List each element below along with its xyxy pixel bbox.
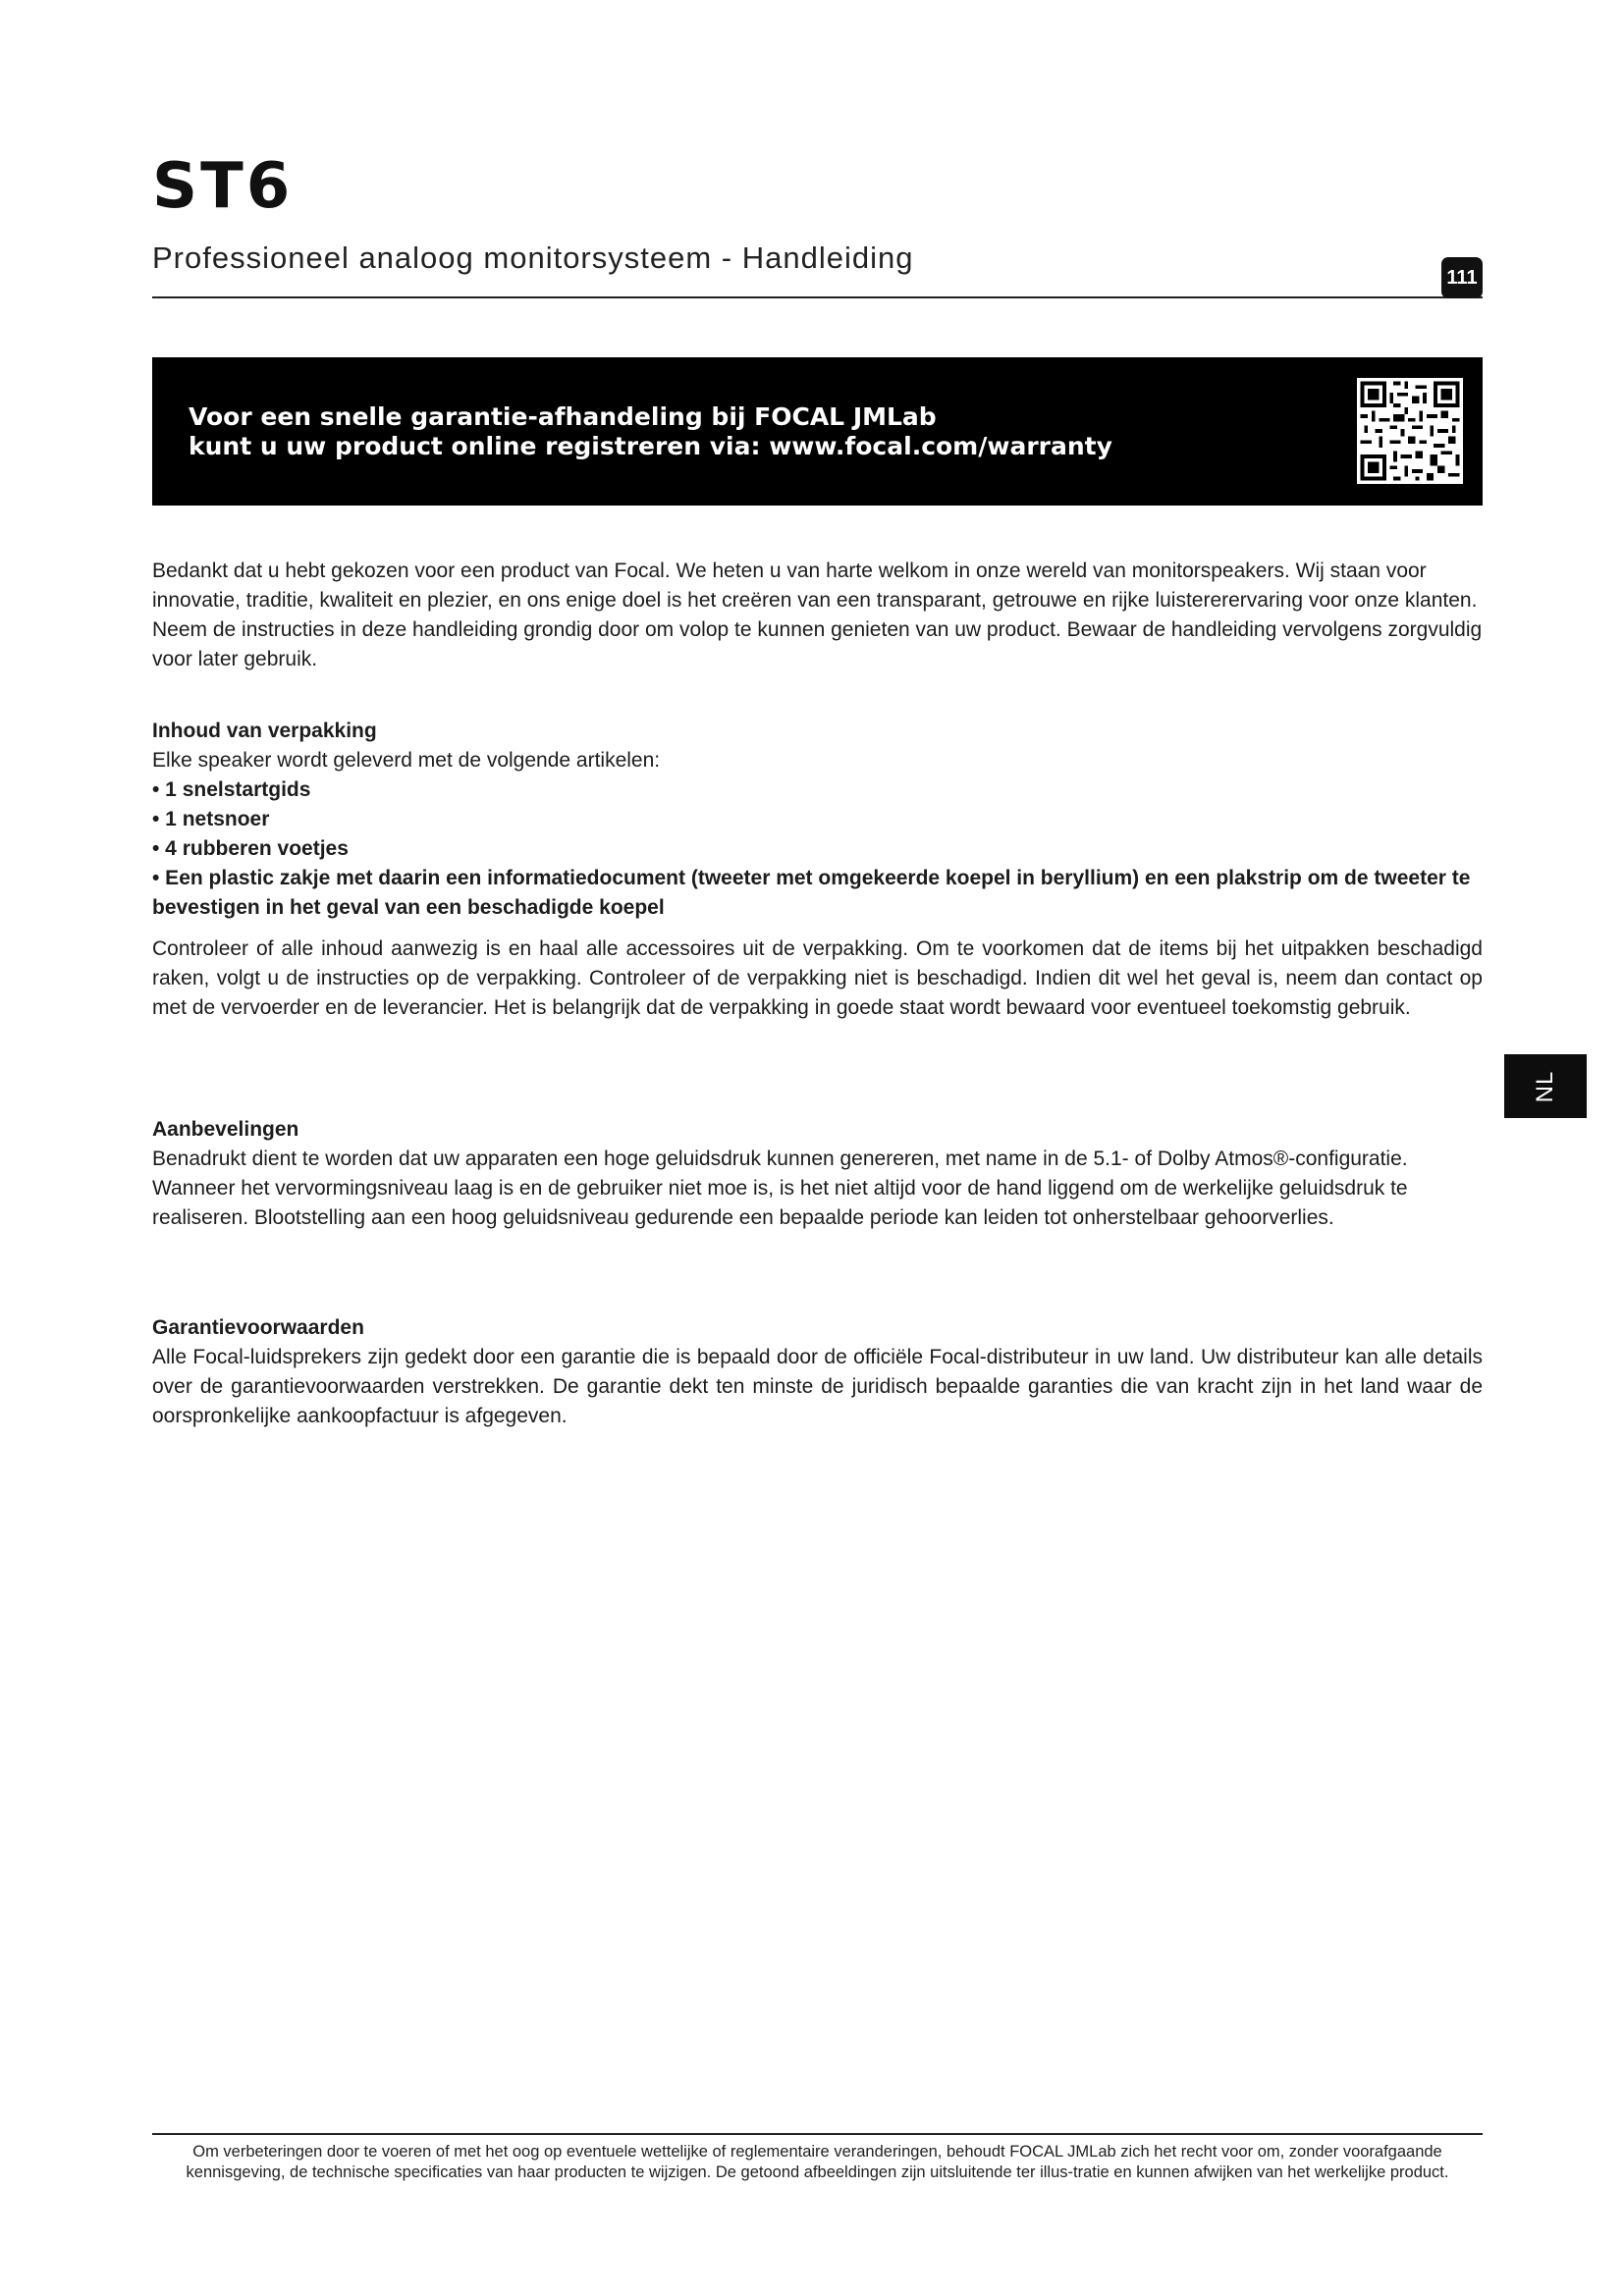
packaging-section: [152, 717, 1483, 1023]
warranty-registration-banner: [152, 357, 1483, 506]
warranty-terms-heading: Garantievoorwaarden: [152, 1316, 364, 1339]
packaging-heading: Inhoud van verpakking: [152, 720, 377, 742]
header-divider: [152, 296, 1483, 298]
intro-paragraph: Bedankt dat u hebt gekozen voor een product van Focal. We heten u van harte welkom in onze wereld van monitorspeakers. Wij staan voor innovatie, traditie, kwaliteit en plezier, en ons enige doel is het creëren van een transparant, getrouwe en rijke luistererervaring voor onze klanten. Neem de instructies in deze handleiding grondig door om volop te kunnen genieten van uw product. Bewaar de handleiding vervolgens zorgvuldig voor later gebruik.: [152, 560, 1483, 670]
list-item: • 4 rubberen voetjes: [152, 837, 349, 860]
packaging-intro: Elke speaker wordt geleverd met de volgende artikelen:: [152, 749, 661, 772]
warranty-terms-section: [152, 1313, 1483, 1431]
banner-line-2: kunt u uw product online registreren via: www.focal.com/warranty: [189, 432, 1112, 460]
footer-divider: [152, 2133, 1483, 2135]
list-item: • Een plastic zakje met daarin een informatiedocument (tweeter met omgekeerde koepel in beryllium) en een plakstrip om de tweeter te bevestigen in het geval van een beschadigde koepel: [152, 867, 1471, 919]
banner-line-1: Voor een snelle garantie-afhandeling bij FOCAL JMLab: [189, 402, 937, 431]
recommendations-paragraph: Benadrukt dient te worden dat uw apparaten een hoge geluidsdruk kunnen genereren, met name in de 5.1- of Dolby Atmos®-configuratie. Wanneer het vervormingsniveau laag is en de gebruiker niet moe is, is het niet altijd voor de hand liggend om de werkelijke geluidsdruk te realiseren. Blootstelling aan een hoog geluidsniveau gedurende een bepaalde periode kan leiden tot onherstelbaar gehoorverlies.: [152, 1148, 1408, 1229]
recommendations-section: [152, 1115, 1483, 1233]
intro-section: [152, 557, 1483, 674]
document-subtitle: Professioneel analoog monitorsysteem - Handleiding: [152, 240, 914, 275]
footer-disclaimer: Om verbeteringen door te voeren of met het oog op eventuele wettelijke of reglementaire veranderingen, behoudt FOCAL JMLab zich het recht voor om, zonder voorafgaande kennisgeving, de technische specificaties van haar producten te wijzigen. De getoond afbeeldingen zijn uitsluitende ter illus-tratie en kunnen afwijken van het werkelijke product.: [186, 2143, 1449, 2181]
list-item: • 1 netsnoer: [152, 808, 270, 830]
list-item: • 1 snelstartgids: [152, 778, 311, 801]
warranty-terms-paragraph: Alle Focal-luidsprekers zijn gedekt door een garantie die is bepaald door de officiële Focal-distributeur in uw land. Uw distributeur kan alle details over de garantievoorwaarden verstrekken. De garantie dekt ten minste de juridisch bepaalde garanties die van kracht zijn in het land waar de oorspronkelijke aankoopfactuur is afgegeven.: [152, 1346, 1483, 1427]
qr-code-icon[interactable]: [1357, 378, 1463, 484]
packaging-note: Controleer of alle inhoud aanwezig is en haal alle accessoires uit de verpakking. Om te voorkomen dat de items bij het uitpakken beschadigd raken, volgt u de instructies op de verpakking. Controleer of de verpakking niet is beschadigd. Indien dit wel het geval is, neem dan contact op met de vervoerder en de leverancier. Het is belangrijk dat de verpakking in goede staat wordt bewaard voor eventueel toekomstig gebruik.: [152, 937, 1483, 1019]
recommendations-heading: Aanbevelingen: [152, 1118, 299, 1141]
document-title: ST6: [152, 150, 294, 223]
language-tab-label: NL: [1532, 1070, 1558, 1102]
language-tab[interactable]: [1504, 1054, 1587, 1118]
page-number-badge: 111: [1441, 257, 1483, 298]
